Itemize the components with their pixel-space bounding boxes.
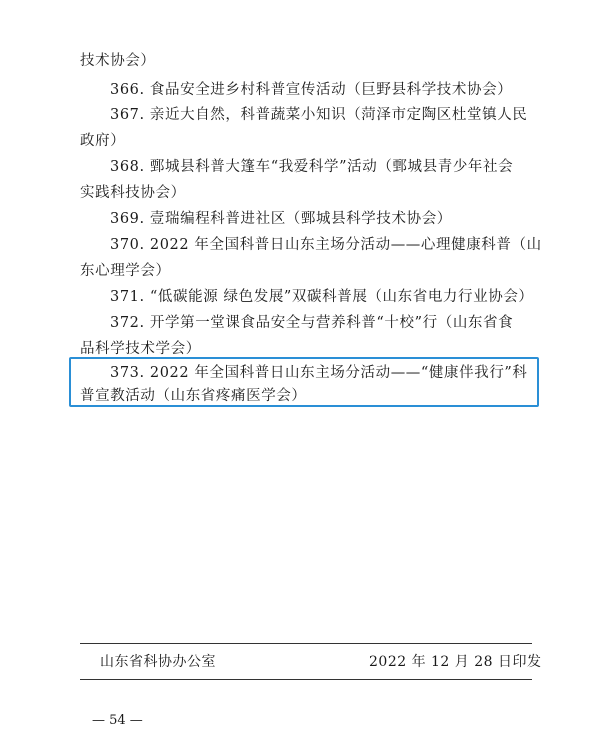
entry-continuation-365: 技术协会） <box>80 53 156 69</box>
entry-372: 372. 开学第一堂课食品安全与营养科普“十校”行（山东省食 <box>110 315 514 331</box>
entry-367-continuation: 政府） <box>80 133 126 149</box>
entry-371: 371. “低碳能源 绿色发展”双碳科普展（山东省电力行业协会） <box>110 289 534 305</box>
footer-bottom-rule <box>80 679 532 680</box>
entry-368: 368. 鄄城县科普大篷车“我爱科学”活动（鄄城县青少年社会 <box>110 159 514 175</box>
footer-date: 2022 年 12 月 28 日印发 <box>369 654 542 670</box>
entry-373-continuation: 普宣教活动（山东省疼痛医学会） <box>80 388 307 404</box>
entry-369: 369. 壹瑞编程科普进社区（鄄城县科学技术协会） <box>110 211 452 227</box>
page-number: — 54 — <box>92 713 143 728</box>
entry-373: 373. 2022 年全国科普日山东主场分活动——“健康伴我行”科 <box>110 365 528 381</box>
footer-top-rule <box>80 643 532 644</box>
entry-372-continuation: 品科学技术学会） <box>80 341 201 357</box>
entry-370-continuation: 东心理学会） <box>80 263 171 279</box>
entry-370: 370. 2022 年全国科普日山东主场分活动——心理健康科普（山 <box>110 237 542 253</box>
entry-366: 366. 食品安全进乡村科普宣传活动（巨野县科学技术协会） <box>110 82 513 98</box>
entry-367: 367. 亲近大自然，科普蔬菜小知识（菏泽市定陶区杜堂镇人民 <box>110 107 528 123</box>
footer-issuer: 山东省科协办公室 <box>100 654 216 670</box>
entry-368-continuation: 实践科技协会） <box>80 185 186 201</box>
